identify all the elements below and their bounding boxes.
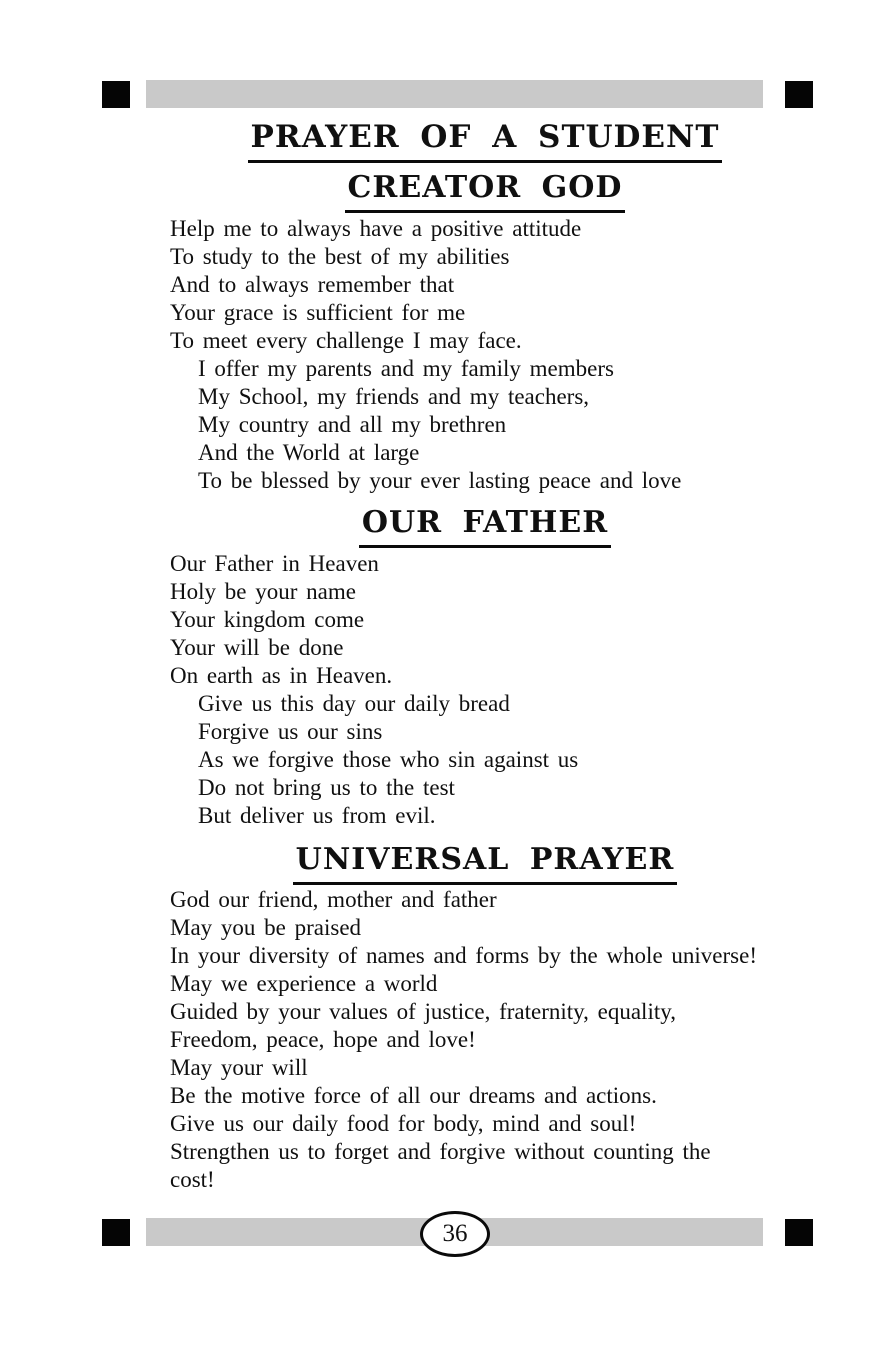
prayer-line: My School, my friends and my teachers, bbox=[198, 384, 590, 409]
prayer-line: To study to the best of my abilities bbox=[170, 244, 510, 269]
prayer-line: Our Father in Heaven bbox=[170, 551, 379, 576]
prayer-line: To meet every challenge I may face. bbox=[170, 328, 522, 353]
prayer-line: Be the motive force of all our dreams and actions. bbox=[170, 1083, 657, 1108]
prayer-line: May you be praised bbox=[170, 915, 362, 940]
corner-square-bottom-right bbox=[785, 1219, 813, 1246]
prayer-line: Holy be your name bbox=[170, 579, 356, 604]
prayer-line: Your will be done bbox=[170, 635, 344, 660]
section-heading-our-father bbox=[170, 505, 800, 548]
prayer-universal bbox=[170, 886, 800, 1194]
prayer-line: But deliver us from evil. bbox=[198, 803, 436, 828]
prayer-line: Do not bring us to the test bbox=[198, 775, 455, 800]
prayer-line: May we experience a world bbox=[170, 971, 438, 996]
prayer-line: Help me to always have a positive attitude bbox=[170, 216, 582, 241]
prayer-line: And the World at large bbox=[198, 440, 420, 465]
prayer-line: As we forgive those who sin against us bbox=[198, 747, 579, 772]
corner-square-bottom-left bbox=[102, 1219, 130, 1246]
page-number-badge bbox=[420, 1211, 490, 1257]
prayer-line: In your diversity of names and forms by the whole universe! bbox=[170, 943, 757, 968]
prayer-line: Forgive us our sins bbox=[198, 719, 383, 744]
prayer-line: I offer my parents and my family members bbox=[198, 356, 614, 381]
prayer-line: Your grace is sufficient for me bbox=[170, 300, 466, 325]
prayer-line: Your kingdom come bbox=[170, 607, 365, 632]
section-heading-text: CREATOR GOD bbox=[345, 170, 626, 213]
prayer-line: May your will bbox=[170, 1055, 308, 1080]
prayer-line: Guided by your values of justice, fraternity, equality, bbox=[170, 999, 676, 1024]
page-title bbox=[170, 119, 800, 163]
prayer-line: God our friend, mother and father bbox=[170, 887, 497, 912]
prayer-line: Give us this day our daily bread bbox=[198, 691, 510, 716]
prayer-line: cost! bbox=[170, 1167, 215, 1192]
prayer-line: And to always remember that bbox=[170, 272, 455, 297]
page-number-text: 36 bbox=[442, 1220, 468, 1247]
section-heading-universal-prayer bbox=[170, 842, 800, 885]
corner-square-top-left bbox=[102, 81, 130, 108]
prayer-line: To be blessed by your ever lasting peace and love bbox=[198, 468, 682, 493]
section-heading-text: OUR FATHER bbox=[359, 505, 611, 548]
prayer-line: On earth as in Heaven. bbox=[170, 663, 393, 688]
section-heading-text: UNIVERSAL PRAYER bbox=[293, 842, 678, 885]
prayer-line: My country and all my brethren bbox=[198, 412, 507, 437]
prayer-line: Strengthen us to forget and forgive without counting the bbox=[170, 1139, 711, 1164]
prayer-creator-god bbox=[170, 215, 800, 495]
page-title-text: PRAYER OF A STUDENT bbox=[248, 119, 723, 163]
prayer-line: Freedom, peace, hope and love! bbox=[170, 1027, 476, 1052]
prayer-line: Give us our daily food for body, mind and soul! bbox=[170, 1111, 637, 1136]
section-heading-creator-god bbox=[170, 170, 800, 213]
prayer-our-father bbox=[170, 550, 800, 830]
page-content bbox=[170, 0, 800, 1360]
